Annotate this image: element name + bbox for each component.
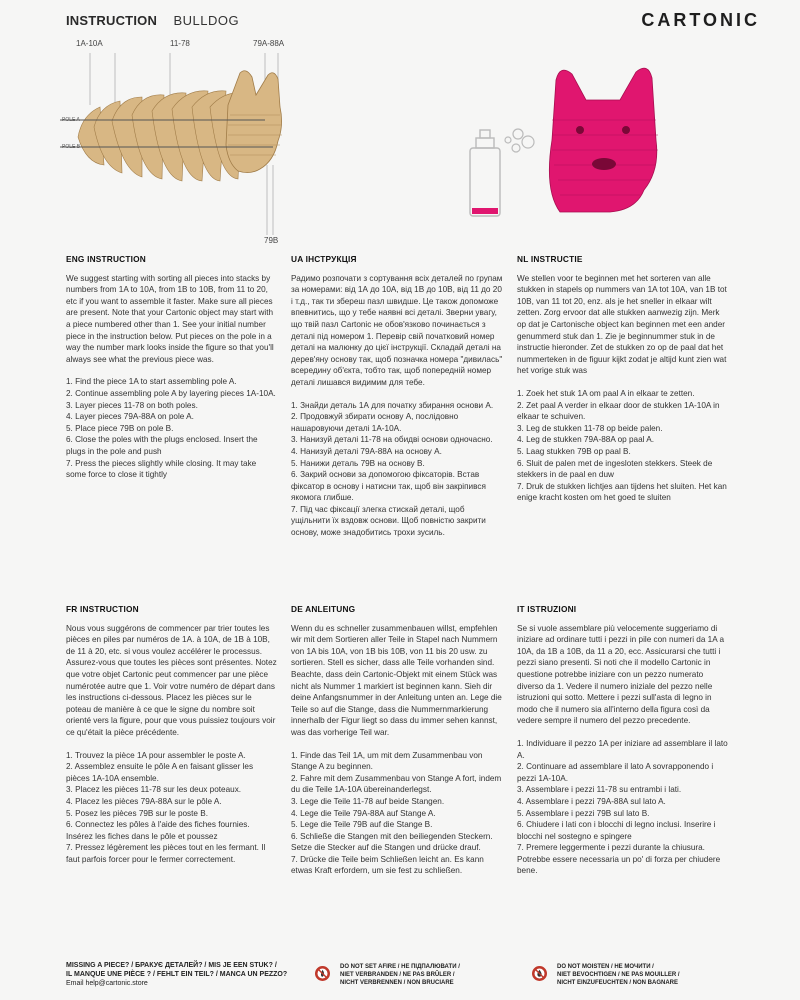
section-eng-intro: We suggest starting with sorting all pieces into stacks by numbers from 1A to 10A, from 1B to 10B, from 11 to 20, etc if you want to assemble it faster. Make sure all pieces are present. Note that your Cartonic object may start with a piece numbered other than 1. See your initial number piece in the instruction below. Put pieces on the pole in a way the number mark looks inside the figure so that you'll always see what the previous piece was. — [66, 273, 274, 364]
brand-logo: CARTONIC — [641, 10, 760, 30]
label-79a-88a: 79A-88A — [253, 39, 285, 48]
step: 6. Connectez les pôles à l'aide des fiches fournies. Insérez les fiches dans le pôle et poussez — [66, 820, 250, 841]
step: 1. Zoek het stuk 1A om paal A in elkaar te zetten. — [517, 388, 695, 398]
step: 4. Layer pieces 79A-88A on pole A. — [66, 412, 194, 422]
step: 7. Premere leggermente i pezzi durante la chiusura. Potrebbe essere necessaria un po' di forza per chiudere bene. — [517, 843, 721, 876]
section-de — [291, 604, 503, 877]
step: 1. Trouvez la pièce 1A pour assembler le poste A. — [66, 750, 246, 760]
spray-can-icon — [462, 120, 542, 220]
water-line-3: NICHT EINZUFEUCHTEN / NON BAGNARE — [557, 980, 678, 986]
water-line-2: NIET BEVOCHTIGEN / NE PAS MOUILLER / — [557, 972, 680, 978]
no-fire-warning — [340, 963, 460, 987]
step: 5. Нанижи деталь 79В на основу В. — [291, 458, 425, 468]
step: 5. Assemblare i pezzi 79B sul lato B. — [517, 808, 650, 818]
step: 2. Continuare ad assemblare il lato A sovrapponendo i pezzi 1A-10A. — [517, 762, 714, 783]
step: 3. Layer pieces 11-78 on both poles. — [66, 400, 198, 410]
step: 7. Під час фіксації злегка стискай деталі, щоб ущільнити їх вздовж основи. Щоб повністю закрити основу, може знадобитись трохи зусиль. — [291, 504, 486, 538]
step: 2. Fahre mit dem Zusammenbau von Stange A fort, indem du die Teile 1A-10A übereinanderlegst. — [291, 773, 502, 795]
section-it-intro: Se si vuole assemblare più velocemente suggeriamo di iniziare ad ordinare tutti i pezzi in pile con numeri da 1A a 10A, da 1B a 10B, da 11 a 20, ecc. Assicurarsi che tutti i pezzi siano presenti. Si noti che il modello Cartonic in questione potrebbe iniziare con un pezzo numerato diverso da 1. Vedere il numero iniziale del pezzo nelle istruzioni qui sotto. Mettere i pezzi sull'asta di legno in modo che il numero sia all'interno della figura così da vedere sempre il numero del pezzo precedente. — [517, 623, 725, 726]
section-de-heading: DE ANLEITUNG — [291, 604, 356, 614]
painted-bulldog-figure — [540, 60, 665, 220]
step: 1. Individuare il pezzo 1A per iniziare ad assemblare il lato A. — [517, 738, 728, 760]
section-de-intro: Wenn du es schneller zusammenbauen willst, empfehlen wir mit dem Sortieren aller Teile in Stapel nach Nummern von 1A bis 10A, von 1B bis 10B, von 11 bis 20 usw. zu sortieren. Stell es sicher, dass alle Teile vorhanden sind. Beachte, dass dein Cartonic-Objekt mit einem Stück was nicht als Nummer 1 markiert ist beginnen kann. Sieh dir deine Anfangsnummer in der Anleitung unten an. Lege die Teile so auf die Stange, dass die Nummernmarkierung innerhalb der Figur liegt so dass du immer sehen kannst, was das vorherige Teil war. — [291, 623, 502, 737]
step: 6. Закрий основи за допомогою фіксаторів. Встав фіксатор в основу і натисни так, щоб він закріпився якомога глибше. — [291, 470, 486, 503]
step: 3. Leg de stukken 11-78 op beide palen. — [517, 423, 663, 433]
page-title: INSTRUCTION — [66, 13, 158, 28]
section-nl-heading: NL INSTRUCTIE — [517, 254, 583, 264]
missing-line-2: IL MANQUE UNE PIÈCE ? / FEHLT EIN TEIL? / MANCA UN PEZZO? — [66, 971, 288, 978]
no-water-warning — [557, 963, 680, 987]
section-nl-steps — [517, 388, 729, 504]
water-line-1: DO NOT MOISTEN / НЕ МОЧИТИ / — [557, 964, 654, 970]
step: 2. Assemblez ensuite le pôle A en faisant glisser les pièces 1A-10A ensemble. — [66, 762, 254, 783]
product-name: BULLDOG — [173, 13, 240, 28]
section-fr — [66, 604, 278, 865]
step: 1. Find the piece 1A to start assembling pole A. — [66, 377, 237, 387]
step: 7. Press the pieces slightly while closing. It may take some force to close it tightly — [66, 458, 257, 480]
section-it-heading: IT ISTRUZIONI — [517, 604, 577, 614]
step: 5. Posez les pièces 79B sur le poste B. — [66, 808, 208, 818]
section-nl — [517, 254, 729, 504]
section-ua-intro: Радимо розпочати з сортування всіх деталей по групам за номерами: від 1А до 10А, від 1B до 10B, від 11 до 20 і т.д., так ти збереш пазл швидше. Це також допоможе впевнитись, що у тебе наявні всі деталі. Зверни увагу, що твій пазл Cartonic не обов'язково починається з деталі під номером 1. Перевір свій початковий номер деталі на малюнку до цієї інструкції. Складай деталі на дерев'яну основу так, щоб позначка номера "дивилась" всередину об'єкта, тобто так, щоб попередній номер деталі лишався видимим для тебе. — [291, 273, 503, 387]
step: 6. Schließe die Stangen mit den beiliegenden Steckern. Setze die Stecker auf die Stangen und drücke drauf. — [291, 831, 493, 853]
missing-line-1: MISSING A PIECE? / БРАКУЄ ДЕТАЛЕЙ? / MIS JE EEN STUK? / — [66, 962, 277, 969]
step: 4. Leg de stukken 79A-88A op paal A. — [517, 435, 655, 445]
step: 3. Assemblare i pezzi 11-78 su entrambi i lati. — [517, 785, 682, 795]
label-11-78: 11-78 — [170, 39, 190, 48]
step: 7. Pressez légèrement les pièces tout en les fermant. Il faut parfois forcer pour le fermer correctement. — [66, 843, 266, 864]
step: 2. Continue assembling pole A by layering pieces 1A-10A. — [66, 388, 276, 398]
no-fire-icon — [315, 966, 330, 981]
step: 6. Sluit de palen met de ingesloten stekkers. Steek de stekkers in de paal en duw — [517, 458, 713, 480]
section-fr-intro: Nous vous suggérons de commencer par trier toutes les pièces en piles par numéros de 1A. à 10A, de 1B à 10B, de 11 à 20, etc. si vous voulez accélérer le processus. Assurez-vous que toutes les pièces sont présentes. Notez que votre objet Cartonic peut commencer par une pièce numérotée autre que 1. Voir votre numéro de départ dans les instructions ci-dessous. Placez les pièces sur le poteau de manière à ce que le signe du nombre soit orienté vers la figure, pour que vous puissiez toujours voir ce qu'était la pièce précédente. — [66, 623, 277, 737]
section-nl-intro: We stellen voor te beginnen met het sorteren van alle stukken in stapels op nummers van 1A tot 10A, van 1B tot 10B, van 11 tot 20, enz. als je het sneller in elkaar wilt zetten. Zorg ervoor dat alle stukken aanwezig zijn. Merk op dat je Cartonische object kan beginnen met een ander genummerd stuk dan 1. Zie je beginnummer stuk in de instructie hieronder. Zet de stukken zo op de paal dat het nummerteken in de figuur kijkt zodat je altijd kunt zien wat het vorige stuk was — [517, 273, 727, 376]
step: 6. Chiudere i lati con i blocchi di legno inclusi. Inserire i blocchi nel sostegno e spingere — [517, 820, 716, 841]
section-eng-steps — [66, 376, 278, 480]
step: 3. Lege die Teile 11-78 auf beide Stangen. — [291, 796, 445, 806]
label-pole-b: POLE B — [62, 144, 81, 150]
step: 3. Placez les pièces 11-78 sur les deux poteaux. — [66, 785, 242, 795]
header — [66, 12, 760, 36]
step: 2. Продовжуй збирати основу А, послідовно нашаровуючи деталі 1А-10А. — [291, 412, 459, 433]
section-fr-steps — [66, 750, 278, 866]
fire-line-3: NICHT VERBRENNEN / NON BRUCIARE — [340, 980, 454, 986]
missing-piece-notice — [66, 961, 287, 988]
step: 1. Знайди деталь 1А для початку збирання основи А. — [291, 400, 494, 410]
section-eng — [66, 254, 278, 481]
section-de-steps — [291, 750, 503, 878]
step: 3. Нанизуй деталі 11-78 на обидві основи одночасно. — [291, 435, 493, 445]
fire-line-1: DO NOT SET AFIRE / НЕ ПІДПАЛЮВАТИ / — [340, 964, 460, 970]
step: 5. Laag stukken 79B op paal B. — [517, 446, 631, 456]
step: 7. Druk de stukken lichtjes aan tijdens het sluiten. Het kan enige kracht kosten om het goed te sluiten — [517, 481, 727, 503]
section-it-steps — [517, 738, 729, 877]
step: 1. Finde das Teil 1A, um mit dem Zusammenbau von Stange A zu beginnen. — [291, 750, 483, 772]
step: 4. Placez les pièces 79A-88A sur le pôle A. — [66, 796, 222, 806]
step: 5. Place piece 79B on pole B. — [66, 423, 174, 433]
label-79b: 79B — [264, 236, 279, 245]
cardboard-bulldog-figure — [60, 45, 300, 240]
label-1a-10a: 1A-10A — [76, 39, 103, 48]
step: 6. Close the poles with the plugs enclosed. Insert the plugs in the pole and push — [66, 435, 258, 456]
fire-line-2: NIET VERBRANDEN / NE PAS BRÛLER / — [340, 972, 455, 978]
step: 7. Drücke die Teile beim Schließen leicht an. Es kann etwas Kraft erfordern, um sie fest zu schließen. — [291, 854, 484, 876]
section-fr-heading: FR INSTRUCTION — [66, 604, 139, 614]
step: 2. Zet paal A verder in elkaar door de stukken 1A-10A in elkaar te schuiven. — [517, 400, 720, 422]
support-email[interactable]: Email help@cartonic.store — [66, 980, 148, 987]
section-ua-steps — [291, 400, 503, 539]
section-ua-heading: UA ІНСТРУКЦІЯ — [291, 254, 357, 264]
section-it — [517, 604, 729, 877]
step: 5. Lege die Teile 79B auf die Stange B. — [291, 820, 433, 830]
section-eng-heading: ENG INSTRUCTION — [66, 254, 146, 264]
step: 4. Assemblare i pezzi 79A-88A sul lato A. — [517, 796, 666, 806]
step: 4. Нанизуй деталі 79А-88А на основу А. — [291, 446, 442, 456]
no-water-icon — [532, 966, 547, 981]
section-ua — [291, 254, 503, 539]
label-pole-a: POLE A — [62, 117, 80, 123]
step: 4. Lege die Teile 79A-88A auf Stange A. — [291, 808, 436, 818]
